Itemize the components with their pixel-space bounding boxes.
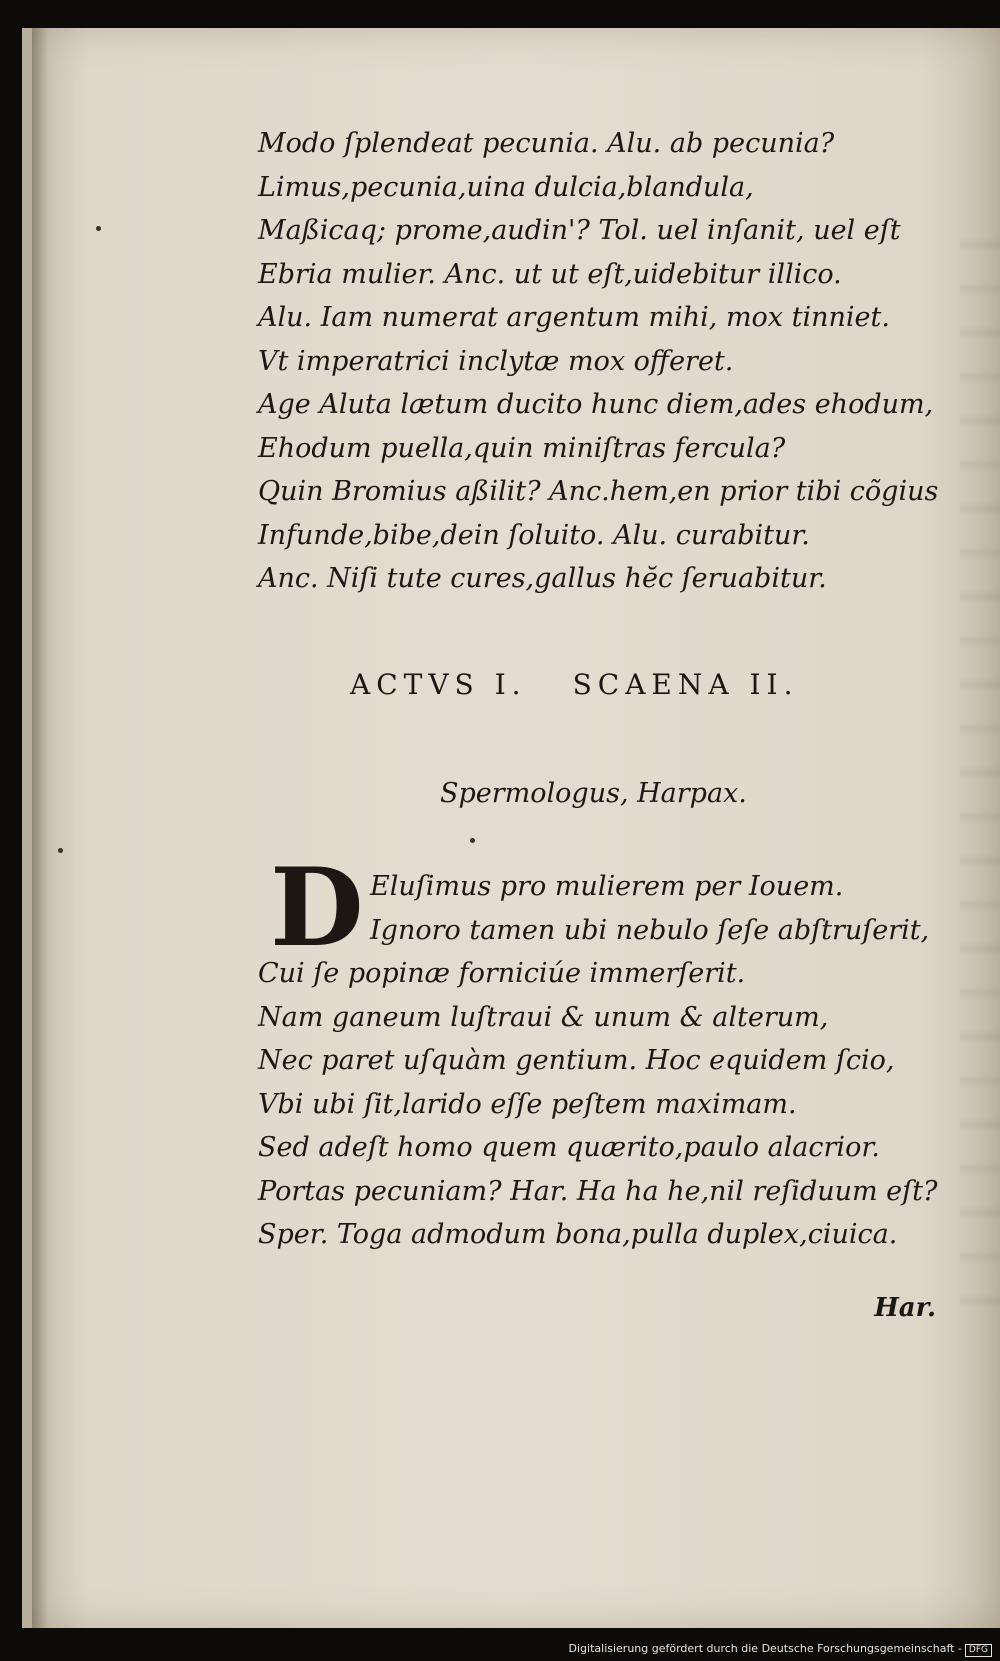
verse-line: Sper. Toga admodum bona,pulla duplex,ciuica. xyxy=(258,1219,898,1250)
verse-block-bottom xyxy=(258,952,958,1257)
verse-line: Vbi ubi ſit,larido eſſe peſtem maximam. xyxy=(258,1088,797,1120)
act-scene-heading xyxy=(350,668,845,701)
verse-line: Sed adeſt homo quem quærito,paulo alacrior. xyxy=(258,1132,880,1163)
verse-line: Eluſimus pro mulierem per Iouem. xyxy=(370,871,844,902)
verse-line: Portas pecuniam? Har. Ha ha he,nil reſiduum eſt? xyxy=(258,1175,938,1207)
credit-text: Digitalisierung gefördert durch die Deutsche Forschungsgemeinschaft - xyxy=(568,1642,962,1655)
verse-line: Cui ſe popinæ forniciúe immerſerit. xyxy=(258,958,746,989)
bleed-through-margin xyxy=(960,208,1000,1308)
verse-line: Vt imperatrici inclytæ mox offeret. xyxy=(258,345,734,377)
verse-line: Nec paret uſquàm gentium. Hoc equidem ſcio, xyxy=(258,1045,895,1076)
verse-line: Anc. Niſi tute cures,gallus hĕc ſeruabitur. xyxy=(258,563,827,594)
verse-line: Nam ganeum luſtraui & unum & alterum, xyxy=(258,1001,829,1033)
verse-line: Ehodum puella,quin miniſtras fercula? xyxy=(258,432,786,464)
verse-line: Age Aluta lætum ducito hunc diem,ades ehodum, xyxy=(258,389,934,420)
verse-line: Limus,pecunia,uina dulcia,blandula, xyxy=(258,171,754,203)
verse-line: Ebria mulier. Anc. ut ut eſt,uidebitur illico. xyxy=(258,258,842,290)
verse-block-top xyxy=(258,122,958,601)
verse-line: Alu. Iam numerat argentum mihi, mox tinniet. xyxy=(258,302,890,333)
verse-line: Maßicaq; prome,audin'? Tol. uel inſanit, uel eſt xyxy=(258,215,901,246)
catchword: Har. xyxy=(874,1293,936,1323)
drop-cap-initial: D xyxy=(270,845,364,971)
spine-shadow xyxy=(32,28,48,1628)
ink-speck xyxy=(58,848,63,853)
verse-line: Infunde,bibe,dein ſoluito. Alu. curabitur. xyxy=(258,519,810,551)
verse-line: Ignoro tamen ubi nebulo ſeſe abſtruſerit, xyxy=(370,914,930,946)
ink-speck xyxy=(470,838,475,843)
ink-speck xyxy=(96,226,101,231)
dfg-logo: DFG xyxy=(965,1644,992,1657)
scene-label: SCAENA II. xyxy=(572,668,799,701)
verse-line: Modo ſplendeat pecunia. Alu. ab pecunia? xyxy=(258,128,835,159)
verse-block-opening xyxy=(370,865,929,952)
verse-line: Quin Bromius aßilit? Anc.hem,en prior tibi cõgius xyxy=(258,476,939,507)
digitization-credit xyxy=(569,1642,992,1657)
speakers-heading: Spermologus, Harpax. xyxy=(440,778,747,809)
act-label: ACTVS I. xyxy=(350,668,527,701)
